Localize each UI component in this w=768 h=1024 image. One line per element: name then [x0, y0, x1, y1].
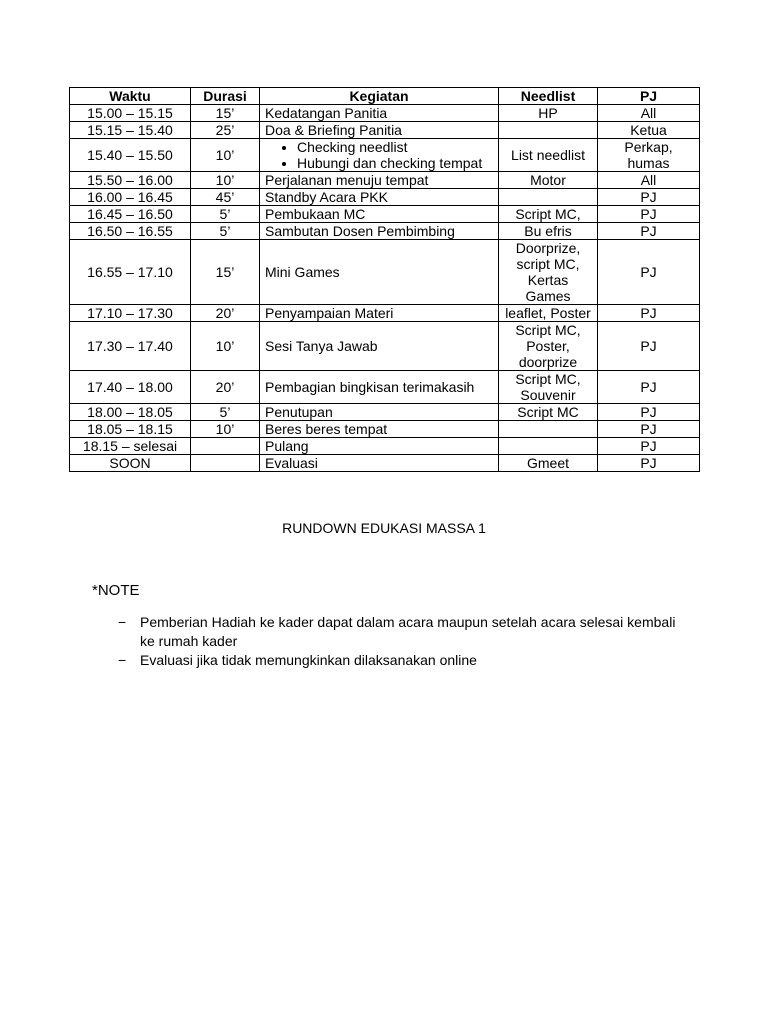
- durasi-cell: 15’: [191, 240, 260, 305]
- kegiatan-cell: Standby Acara PKK: [260, 189, 499, 206]
- table-row: [70, 172, 700, 189]
- table-caption: RUNDOWN EDUKASI MASSA 1: [282, 520, 486, 536]
- durasi-cell: 45’: [191, 189, 260, 206]
- durasi-cell: 10’: [191, 322, 260, 371]
- kegiatan-cell: Pembukaan MC: [260, 206, 499, 223]
- needlist-cell: [499, 189, 598, 206]
- needlist-cell: Motor: [499, 172, 598, 189]
- kegiatan-cell: Kedatangan Panitia: [260, 105, 499, 122]
- table-row: [70, 421, 700, 438]
- needlist-cell: Bu efris: [499, 223, 598, 240]
- waktu-cell: 18.15 – selesai: [70, 438, 191, 455]
- waktu-cell: 18.00 – 18.05: [70, 404, 191, 421]
- table-row: [70, 322, 700, 371]
- dash-bullet: −: [118, 614, 127, 630]
- kegiatan-cell: Sesi Tanya Jawab: [260, 322, 499, 371]
- waktu-cell: 16.50 – 16.55: [70, 223, 191, 240]
- durasi-cell: 5’: [191, 404, 260, 421]
- pj-cell: PJ: [598, 223, 700, 240]
- pj-cell: PJ: [598, 206, 700, 223]
- table-row: [70, 105, 700, 122]
- waktu-cell: 17.10 – 17.30: [70, 305, 191, 322]
- durasi-cell: 25’: [191, 122, 260, 139]
- note-text: Evaluasi jika tidak memungkinkan dilaksanakan online: [140, 652, 477, 668]
- table-row: [70, 122, 700, 139]
- needlist-cell: List needlist: [499, 139, 598, 172]
- durasi-cell: 10’: [191, 139, 260, 172]
- pj-cell: All: [598, 105, 700, 122]
- pj-cell: PJ: [598, 322, 700, 371]
- pj-cell: PJ: [598, 305, 700, 322]
- durasi-cell: [191, 455, 260, 472]
- pj-cell: Perkap, humas: [598, 139, 700, 172]
- kegiatan-cell: Sambutan Dosen Pembimbing: [260, 223, 499, 240]
- table-row: [70, 371, 700, 404]
- waktu-cell: 17.30 – 17.40: [70, 322, 191, 371]
- pj-cell: PJ: [598, 421, 700, 438]
- pj-cell: All: [598, 172, 700, 189]
- waktu-cell: 15.40 – 15.50: [70, 139, 191, 172]
- waktu-cell: 15.00 – 15.15: [70, 105, 191, 122]
- needlist-cell: Script MC,: [499, 206, 598, 223]
- kegiatan-cell: Evaluasi: [260, 455, 499, 472]
- table-row: [70, 206, 700, 223]
- kegiatan-cell: Doa & Briefing Panitia: [260, 122, 499, 139]
- durasi-cell: 10’: [191, 421, 260, 438]
- waktu-cell: 16.00 – 16.45: [70, 189, 191, 206]
- header-durasi: Durasi: [191, 88, 260, 105]
- header-waktu: Waktu: [70, 88, 191, 105]
- kegiatan-cell: Beres beres tempat: [260, 421, 499, 438]
- durasi-cell: 5’: [191, 206, 260, 223]
- pj-cell: PJ: [598, 455, 700, 472]
- durasi-cell: [191, 438, 260, 455]
- waktu-cell: 16.45 – 16.50: [70, 206, 191, 223]
- bullet-item: • Checking needlist: [297, 139, 493, 155]
- needlist-cell: Gmeet: [499, 455, 598, 472]
- note-item: [118, 651, 688, 670]
- waktu-cell: 15.50 – 16.00: [70, 172, 191, 189]
- kegiatan-cell: Pulang: [260, 438, 499, 455]
- durasi-cell: 15’: [191, 105, 260, 122]
- table-row: [70, 305, 700, 322]
- pj-cell: PJ: [598, 438, 700, 455]
- kegiatan-cell: [260, 139, 499, 172]
- pj-cell: PJ: [598, 404, 700, 421]
- durasi-cell: 10’: [191, 172, 260, 189]
- needlist-cell: leaflet, Poster: [499, 305, 598, 322]
- kegiatan-cell: Mini Games: [260, 240, 499, 305]
- table-row: [70, 455, 700, 472]
- durasi-cell: 5’: [191, 223, 260, 240]
- needlist-cell: [499, 438, 598, 455]
- table-row: [70, 404, 700, 421]
- waktu-cell: 16.55 – 17.10: [70, 240, 191, 305]
- bullet-item: • Hubungi dan checking tempat: [297, 155, 493, 171]
- table-row: [70, 240, 700, 305]
- kegiatan-bullet-list: [265, 139, 493, 171]
- note-item: [118, 613, 688, 651]
- rundown-table: [69, 87, 700, 472]
- needlist-cell: HP: [499, 105, 598, 122]
- table-row: [70, 223, 700, 240]
- table-row: [70, 139, 700, 172]
- pj-cell: PJ: [598, 240, 700, 305]
- table-row: [70, 438, 700, 455]
- table-header-row: [70, 88, 700, 105]
- kegiatan-cell: Penutupan: [260, 404, 499, 421]
- waktu-cell: 17.40 – 18.00: [70, 371, 191, 404]
- note-title: *NOTE: [92, 582, 140, 599]
- pj-cell: PJ: [598, 189, 700, 206]
- needlist-cell: Script MC, Souvenir: [499, 371, 598, 404]
- durasi-cell: 20’: [191, 305, 260, 322]
- needlist-cell: [499, 122, 598, 139]
- pj-cell: Ketua: [598, 122, 700, 139]
- needlist-cell: Script MC, Poster, doorprize: [499, 322, 598, 371]
- note-text: Pemberian Hadiah ke kader dapat dalam acara maupun setelah acara selesai kembali ke rumah kader: [140, 614, 676, 649]
- needlist-cell: Doorprize, script MC, Kertas Games: [499, 240, 598, 305]
- header-kegiatan: Kegiatan: [260, 88, 499, 105]
- pj-cell: PJ: [598, 371, 700, 404]
- needlist-cell: [499, 421, 598, 438]
- needlist-cell: Script MC: [499, 404, 598, 421]
- header-needlist: Needlist: [499, 88, 598, 105]
- waktu-cell: 18.05 – 18.15: [70, 421, 191, 438]
- kegiatan-cell: Perjalanan menuju tempat: [260, 172, 499, 189]
- table-row: [70, 189, 700, 206]
- durasi-cell: 20’: [191, 371, 260, 404]
- kegiatan-cell: Penyampaian Materi: [260, 305, 499, 322]
- kegiatan-cell: Pembagian bingkisan terimakasih: [260, 371, 499, 404]
- note-list: [118, 613, 688, 670]
- waktu-cell: SOON: [70, 455, 191, 472]
- header-pj: PJ: [598, 88, 700, 105]
- waktu-cell: 15.15 – 15.40: [70, 122, 191, 139]
- dash-bullet: −: [118, 652, 127, 668]
